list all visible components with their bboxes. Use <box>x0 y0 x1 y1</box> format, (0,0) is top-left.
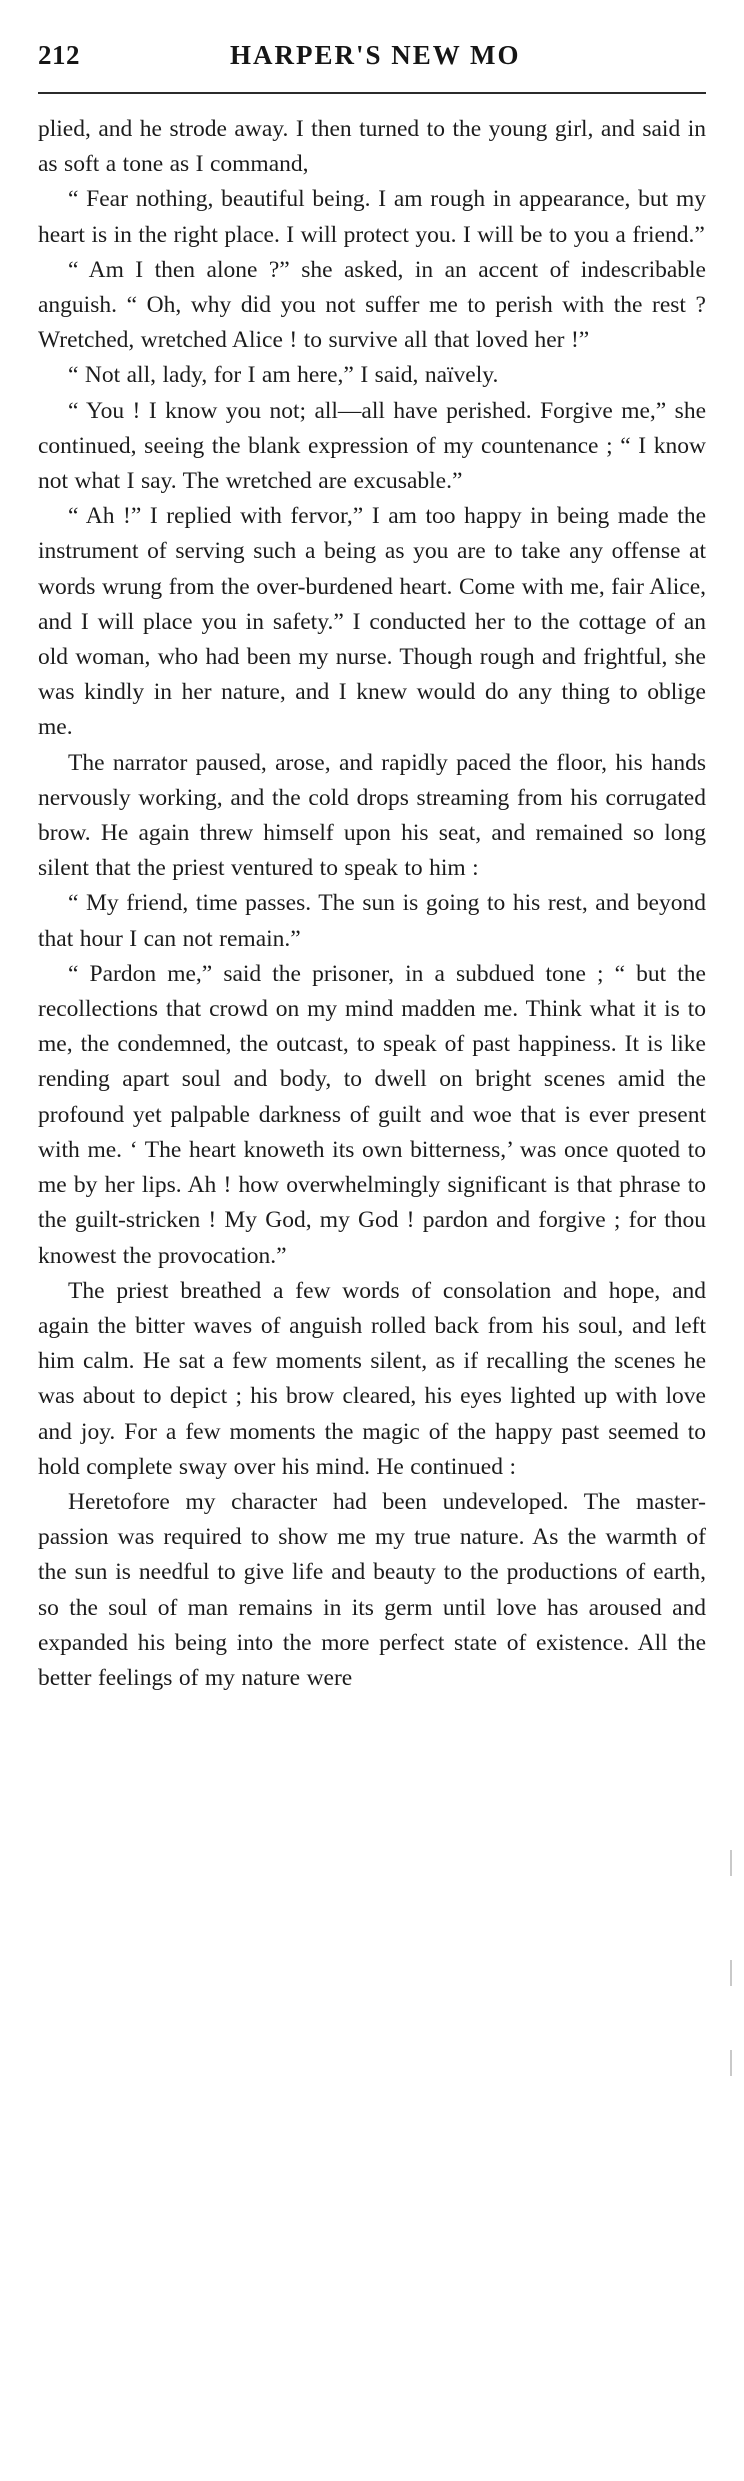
paragraph: “ Fear nothing, beautiful being. I am rough in appearance, but my heart is in the right place. I will protect you. I will be to you a friend.” <box>38 186 706 248</box>
running-head <box>38 40 706 84</box>
paragraph: “ Pardon me,” said the prisoner, in a subdued tone ; “ but the recollections that crowd on my mind madden me. Think what it is to me, the condemned, the outcast, to speak of past happiness. It is like rending apart soul and body, to dwell on bright scenes amid the profound yet palpable darkness of guilt and woe that is ever present with me. ‘ The heart knoweth its own bitterness,’ was once quoted to me by her lips. Ah ! how overwhelmingly significant is that phrase to the guilt-stricken ! My God, my God ! pardon and forgive ; for thou knowest the provocation.” <box>38 960 706 1269</box>
paragraph: “ Am I then alone ?” she asked, in an accent of indescribable anguish. “ Oh, why did you not suffer me to perish with the rest ? Wretched, wretched Alice ! to survive all that loved her !” <box>38 256 706 354</box>
page-number: 212 <box>38 40 80 70</box>
page-edge-mark <box>730 2050 732 2076</box>
paragraph: The priest breathed a few words of consolation and hope, and again the bitter waves of anguish rolled back from his soul, and left him calm. He sat a few moments silent, as if recalling the scenes he was about to depict ; his brow cleared, his eyes lighted up with love and joy. For a few moments the magic of the happy past seemed to hold complete sway over his mind. He continued : <box>38 1277 706 1480</box>
paragraph: The narrator paused, arose, and rapidly paced the floor, his hands nervously working, and the cold drops streaming from his corrugated brow. He again threw himself upon his seat, and remained so long silent that the priest ventured to speak to him : <box>38 749 706 882</box>
paragraph: “ You ! I know you not; all—all have perished. Forgive me,” she continued, seeing the blank expression of my countenance ; “ I know not what I say. The wretched are excusable.” <box>38 397 706 495</box>
paragraph: Heretofore my character had been undeveloped. The master-passion was required to show me my true nature. As the warmth of the sun is needful to give life and beauty to the productions of earth, so the soul of man remains in its germ until love has aroused and expanded his being into the more perfect state of existence. All the better feelings of my nature were <box>38 1488 706 1691</box>
paragraph: plied, and he strode away. I then turned to the young girl, and said in as soft a tone as I command, <box>38 116 706 178</box>
paragraph: “ My friend, time passes. The sun is going to his rest, and beyond that hour I can not remain.” <box>38 890 706 952</box>
running-head-title: HARPER'S NEW MO <box>230 40 521 70</box>
page-edge-mark <box>730 1850 732 1876</box>
text-column <box>38 112 706 1696</box>
page-edge-mark <box>730 1960 732 1986</box>
paragraph: “ Not all, lady, for I am here,” I said, naïvely. <box>68 362 499 389</box>
paragraph: “ Ah !” I replied with fervor,” I am too happy in being made the instrument of serving such a being as you are to take any offense at words wrung from the over-burdened heart. Come with me, fair Alice, and I will place you in safety.” I conducted her to the cottage of an old woman, who had been my nurse. Though rough and frightful, she was kindly in her nature, and I knew would do any thing to oblige me. <box>38 503 706 741</box>
header-rule <box>38 92 706 94</box>
